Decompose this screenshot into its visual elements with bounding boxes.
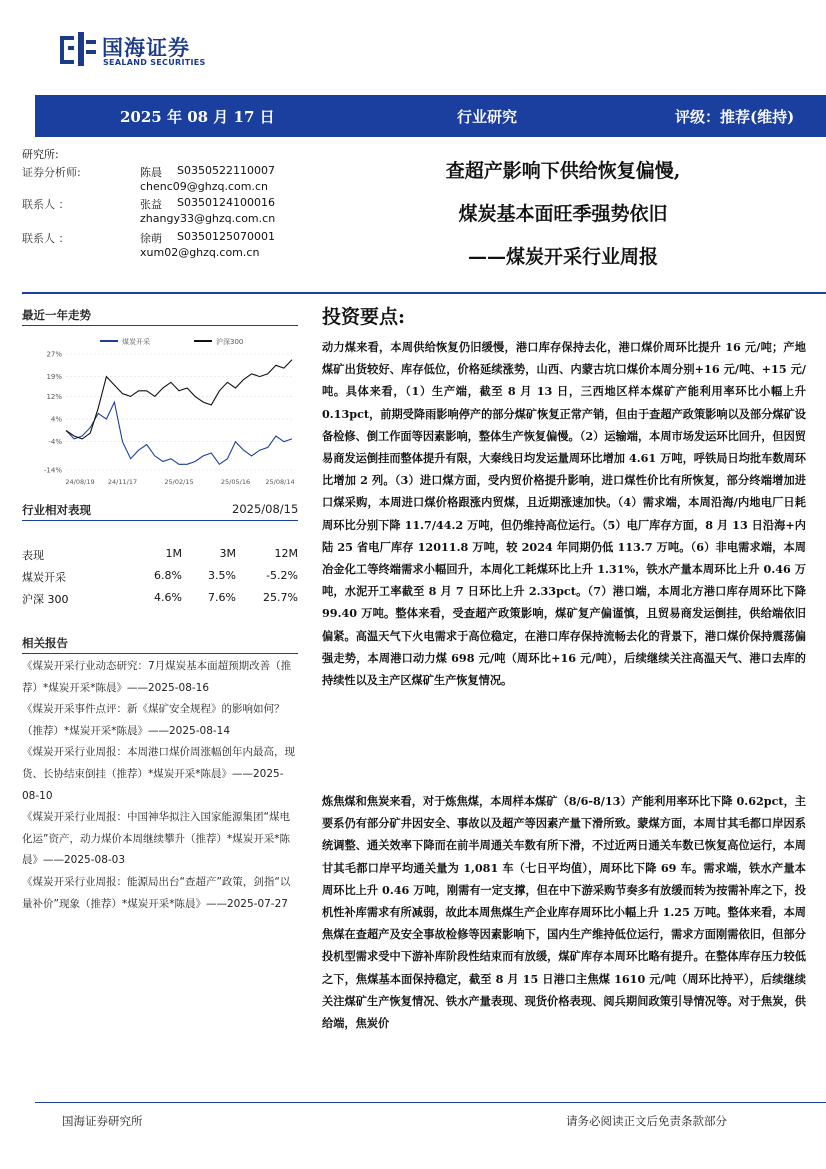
x-tick-label: 25/05/16 [220,478,251,486]
x-axis-ticks [65,478,294,486]
y-tick-label: -14% [43,466,62,475]
contact-row [22,164,292,180]
contact-role: 联系人 ： [22,232,70,245]
table-header-row [22,547,298,567]
table-header: 3M [219,547,236,560]
footer-divider [35,1102,826,1103]
contacts-header: 研究所: [22,148,59,161]
related-report-item[interactable]: 《煤炭开采行业周报：中国神华拟注入国家能源集团“煤电化运”资产，动力煤价本周继续攀升（推荐）*煤炭开采*陈晨》——2025-08-03 [22,811,290,867]
report-title-line2: 煤炭基本面旺季强势依旧 [458,203,668,225]
contact-name: 张益 [140,198,162,211]
contact-email[interactable]: chenc09@ghzq.com.cn [140,180,269,193]
contact-email-row [22,246,292,262]
chart-legend [100,337,243,346]
related-report-item[interactable]: 《煤炭开采行业周报：本周港口煤价周涨幅创年内最高，现货、长协结束倒挂（推荐）*煤炭开采*陈晨》——2025-08-10 [22,746,295,802]
chart-grid [66,354,292,470]
y-tick-label: 12% [46,392,62,401]
contact-cert: S0350522110007 [177,164,275,177]
table-cell: -5.2% [266,569,298,582]
contact-cert: S0350125070001 [177,230,275,243]
report-type: 行业研究 [457,108,518,126]
y-tick-label: -4% [48,438,62,447]
contact-row [22,230,292,246]
y-tick-label: 19% [46,373,62,382]
report-date: 2025 年 08 月 17 日 [120,108,275,126]
contact-email[interactable]: xum02@ghzq.com.cn [140,246,260,259]
table-cell: 7.6% [208,591,236,604]
contact-email-row [22,212,292,228]
table-cell: 4.6% [154,591,182,604]
contact-cert: S0350124100016 [177,196,275,209]
divider [22,520,298,521]
y-axis-ticks [44,351,62,475]
table-cell: 沪深 300 [22,593,69,606]
table-row [22,591,298,611]
related-report-item[interactable]: 《煤炭开采行业动态研究：7月煤炭基本面超预期改善（推荐）*煤炭开采*陈晨》——2025-08-16 [22,660,292,694]
series-line-hs300 [66,360,292,439]
report-title-line1: 查超产影响下供给恢复偏慢, [445,160,681,182]
related-report-item[interactable]: 《煤炭开采行业周报：能源局出台“查超产”政策，剑指“以量补价”现象（推荐）*煤炭开采*陈晨》——2025-07-27 [22,875,291,910]
logo-text-en: SEALAND SECURITIES [103,58,206,67]
divider [22,325,298,326]
report-rating: 评级：推荐(维持) [675,108,795,126]
table-header: 12M [274,547,298,560]
contact-email[interactable]: zhangy33@ghzq.com.cn [140,212,276,225]
trend-title: 最近一年走势 [22,308,91,322]
report-banner [35,95,826,137]
related-reports-list [22,656,300,915]
related-report-item[interactable]: 《煤炭开采事件点评：新《煤矿安全规程》的影响如何？（推荐）*煤炭开采*陈晨》——2025-08-14 [22,703,285,737]
investment-points-heading: 投资要点: [322,306,406,328]
table-cell: 6.8% [154,569,182,582]
contact-name: 徐萌 [140,232,162,245]
one-year-trend-chart [22,332,298,492]
table-cell: 煤炭开采 [22,571,66,584]
x-tick-label: 25/02/15 [164,478,194,486]
footer-disclaimer: 请务必阅读正文后免责条款部分 [566,1114,727,1128]
legend-label-coal: 煤炭开采 [122,338,150,346]
perf-date: 2025/08/15 [232,502,299,516]
company-logo [58,30,218,70]
logo-text-cn: 国海证券 [102,36,190,60]
x-tick-label: 24/11/17 [107,478,138,486]
table-cell: 25.7% [263,591,298,604]
x-tick-label: 25/08/14 [265,478,295,486]
table-header: 1M [165,547,182,560]
y-tick-label: 4% [50,415,62,424]
table-cell: 3.5% [208,569,236,582]
table-header: 表现 [22,549,44,562]
y-tick-label: 27% [46,350,62,359]
divider [22,653,298,654]
thermal-coal-paragraph: 动力煤来看，本周供给恢复仍旧缓慢，港口库存保持去化，港口煤价周环比提升 16 元/吨；产地煤矿出货较好、库存低位，价格延续涨势，山西、内蒙古坑口煤价本周分别+16 元/吨、+15 元/吨。具体来看，（1）生产端，截至 8 月 13 日，三西地区样本煤矿产能利用率环比小幅上升 0.13pct，前期受降雨影响停产的部分煤矿恢复正常产销，但由于查超产政策影响以及部分煤矿设备检修、倒工作面等因素影响，整体生产恢复偏慢。（2）运输端，本周市场发运环比回升，但因贸易商发运倒挂而整体提升有限，大秦线日均发运量周环比增加 4.61 万吨，呼铁局日均批车数周环比增加 2 列。（3）进口煤方面，受内贸价格提升影响，进口煤性价比有所恢复，部分终端增加进口煤采购，本周进口煤价格跟涨内贸煤，且近期涨速加快。（4）需求端，本周沿海/内地电厂日耗周环比分别下降 11.7/44.2 万吨，但仍维持高位运行。（5）电厂库存方面，8 月 13 日沿海+内陆 25 省电厂库存 12011.8 万吨，较 2024 年同期仍低 113.7 万吨。（6）非电需求端，本周冶金化工等终端需求小幅回升，本周化工耗煤环比上升 1.31%，铁水产量本周环比上升 0.46 万吨，水泥开工率截至 8 月 7 日环比上升 2.33pct。（7）港口端，本周北方港口库存周环比下降 99.40 万吨。整体来看，受查超产政策影响，煤矿复产偏谨慎，且贸易商发运倒挂，供给端依旧偏紧。高温天气下火电需求于高位稳定，在港口库存保持流畅去化的背景下，港口煤价保持震荡偏强走势，本周港口动力煤 698 元/吨（周环比+16 元/吨），后续继续关注高温天气、港口去库的持续性以及主产区煤矿生产恢复情况。 [322,340,806,688]
footer-institute: 国海证券研究所 [62,1114,143,1128]
contact-role: 联系人 ： [22,198,70,211]
reports-title: 相关报告 [22,636,68,650]
contact-row [22,196,292,212]
report-subtitle: ——煤炭开采行业周报 [467,246,658,268]
contact-role: 证券分析师: [22,166,81,179]
legend-label-hs300: 沪深300 [216,338,244,346]
series-line-coal [66,402,292,464]
coking-coal-paragraph: 炼焦煤和焦炭来看，对于炼焦煤，本周样本煤矿（8/6-8/13）产能利用率环比下降 0.62pct，主要系仍有部分矿井因安全、事故以及超产等因素产量下滑所致。蒙煤方面，本周甘其毛都口岸因系统调整、通关效率下降而在前半周通关车数有所下滑，不过近两日通关车数已恢复高位运行，本周甘其毛都口岸平均通关量为 1,081 车（七日平均值），周环比下降 69 车。需求端，铁水产量本周环比上升 0.46 万吨，刚需有一定支撑，但在中下游采购节奏多有放缓而转为按需补库之下，投机性补库需求有所减弱，故此本周焦煤生产企业库存周环比小幅上升 1.25 万吨。整体来看，本周焦煤在查超产及安全事故检修等因素影响下，国内生产维持低位运行，需求方面刚需依旧，但部分投机型需求受中下游补库阶段性结束而有放缓，煤矿库存本周环比略有提升。在整体库存压力较低之下，焦煤基本面保持稳定，截至 8 月 15 日港口主焦煤 1610 元/吨（周环比持平），后续继续关注煤矿生产恢复情况、铁水产量表现、现货价格表现、阅兵期间政策引导情况等。对于焦炭，供给端，焦炭价 [322,794,806,1031]
chart-series [66,360,292,465]
contact-name: 陈晨 [140,166,162,179]
perf-title: 行业相对表现 [22,503,91,517]
x-tick-label: 24/08/19 [65,478,95,486]
contact-email-row [22,180,292,196]
table-row [22,569,298,589]
sealand-logo-icon [58,30,98,70]
section-divider [22,292,826,294]
